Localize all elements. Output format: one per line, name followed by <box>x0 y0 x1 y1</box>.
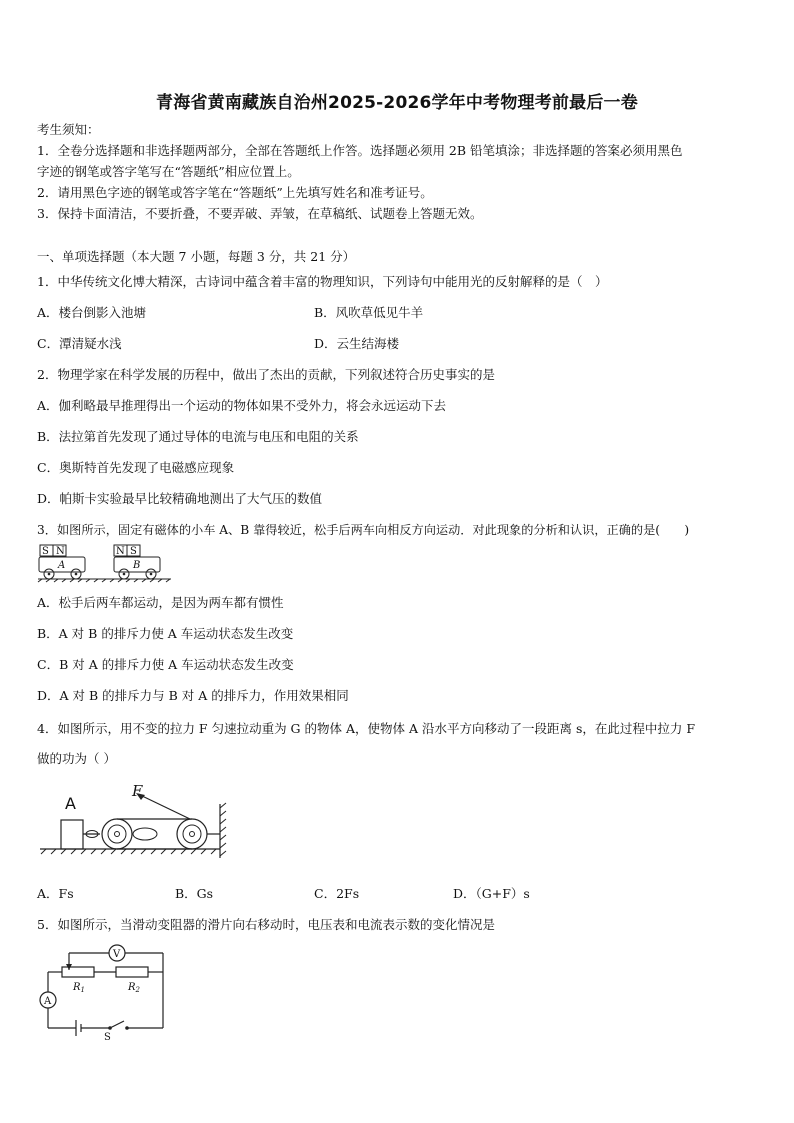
resistor-r2 <box>116 967 148 977</box>
question-3-stem: 3．如图所示，固定有磁体的小车 A、B 靠得较近，松手后两车向相反方向运动．对此现象的分析和认识，正确的是( ) <box>37 523 690 537</box>
resistor-r1-label: $R_1$ <box>73 982 85 994</box>
cart-b-label: B <box>133 560 141 571</box>
question-2-stem: 2．物理学家在科学发展的历程中，做出了杰出的贡献，下列叙述符合历史事实的是 <box>37 367 495 382</box>
cart-a-label: A <box>58 560 66 571</box>
question-1-option-d[interactable]: D．云生结海楼 <box>314 336 400 351</box>
question-3-option-c[interactable]: C．B 对 A 的排斥力使 A 车运动状态发生改变 <box>37 657 294 672</box>
force-arrow <box>138 794 190 819</box>
section-heading: 一、单项选择题（本大题 7 小题，每题 3 分，共 21 分） <box>37 249 356 264</box>
notice-heading: 考生须知： <box>37 122 100 137</box>
question-1-option-b[interactable]: B．风吹草低见牛羊 <box>314 305 424 320</box>
question-3-option-d[interactable]: D．A 对 B 的排斥力与 B 对 A 的排斥力，作用效果相同 <box>37 688 349 703</box>
question-2-option-c[interactable]: C．奥斯特首先发现了电磁感应现象 <box>37 460 235 475</box>
pulley-figure <box>40 778 240 858</box>
notice-item-2: 2．请用黑色字迹的钢笔或答字笔在“答题纸”上先填写姓名和准考证号。 <box>37 185 433 200</box>
switch-blade <box>110 1021 124 1028</box>
ground-hatching <box>41 849 216 854</box>
question-1-stem: 1．中华传统文化博大精深，古诗词中蕴含着丰富的物理知识，下列诗句中能用光的反射解释的是（ ） <box>37 274 608 289</box>
question-2-option-b[interactable]: B．法拉第首先发现了通过导体的电流与电压和电阻的关系 <box>37 429 359 444</box>
magnet-carts-figure <box>38 544 172 582</box>
wall-hatching <box>220 803 226 856</box>
fixed-pulley <box>177 819 220 849</box>
question-1-option-a[interactable]: A．楼台倒影入池塘 <box>37 305 147 320</box>
question-4-stem-line-2: 做的功为（ ） <box>37 751 116 766</box>
moving-pulley <box>102 819 132 849</box>
notice-item-1-line-1: 1．全卷分选择题和非选择题两部分，全部在答题纸上作答。选择题必须用 2B 铅笔填涂；非选择题的答案必须用黑色 <box>37 143 683 158</box>
switch-label: S <box>104 1032 111 1043</box>
voltmeter-label: V <box>113 949 121 960</box>
question-4-option-b[interactable]: B．Gs <box>175 886 214 901</box>
question-5-stem: 5．如图所示，当滑动变阻器的滑片向右移动时，电压表和电流表示数的变化情况是 <box>37 917 495 932</box>
ammeter-label: A <box>44 996 52 1007</box>
block-a <box>61 820 83 849</box>
notice-item-3: 3．保持卡面清洁，不要折叠，不要弄破、弄皱，在草稿纸、试题卷上答题无效。 <box>37 206 483 221</box>
cart-a-pole-s: S <box>42 546 49 557</box>
question-4-stem-line-1: 4．如图所示，用不变的拉力 F 匀速拉动重为 G 的物体 A，使物体 A 沿水平方向移动了一段距离 s，在此过程中拉力 F <box>37 721 696 736</box>
question-4-option-c[interactable]: C．2Fs <box>314 886 360 901</box>
force-label: F <box>132 782 143 800</box>
question-1-option-c[interactable]: C．潭清疑水浅 <box>37 336 122 351</box>
cart-a <box>39 545 85 579</box>
cart-a-pole-n: N <box>56 546 65 557</box>
resistor-r1 <box>62 967 94 977</box>
circuit-figure <box>36 940 168 1043</box>
question-4-option-d[interactable]: D．（G+F）s <box>453 886 530 901</box>
question-4-option-a[interactable]: A．Fs <box>37 886 74 901</box>
notice-item-1-line-2: 字迹的钢笔或答字笔写在“答题纸”相应位置上。 <box>37 164 300 179</box>
question-3-option-b[interactable]: B．A 对 B 的排斥力使 A 车运动状态发生改变 <box>37 626 294 641</box>
block-a-label: A <box>65 794 76 813</box>
cart-b <box>114 545 160 579</box>
resistor-r2-label: $R_2$ <box>128 982 140 994</box>
cart-b-pole-s: S <box>130 546 137 557</box>
page-title: 青海省黄南藏族自治州2025-2026学年中考物理考前最后一卷 <box>156 93 638 113</box>
question-2-option-d[interactable]: D．帕斯卡实验最早比较精确地测出了大气压的数值 <box>37 491 323 506</box>
question-2-option-a[interactable]: A．伽利略最早推理得出一个运动的物体如果不受外力，将会永远运动下去 <box>37 398 447 413</box>
cart-b-pole-n: N <box>116 546 125 557</box>
question-3-option-a[interactable]: A．松手后两车都运动，是因为两车都有惯性 <box>37 595 284 610</box>
